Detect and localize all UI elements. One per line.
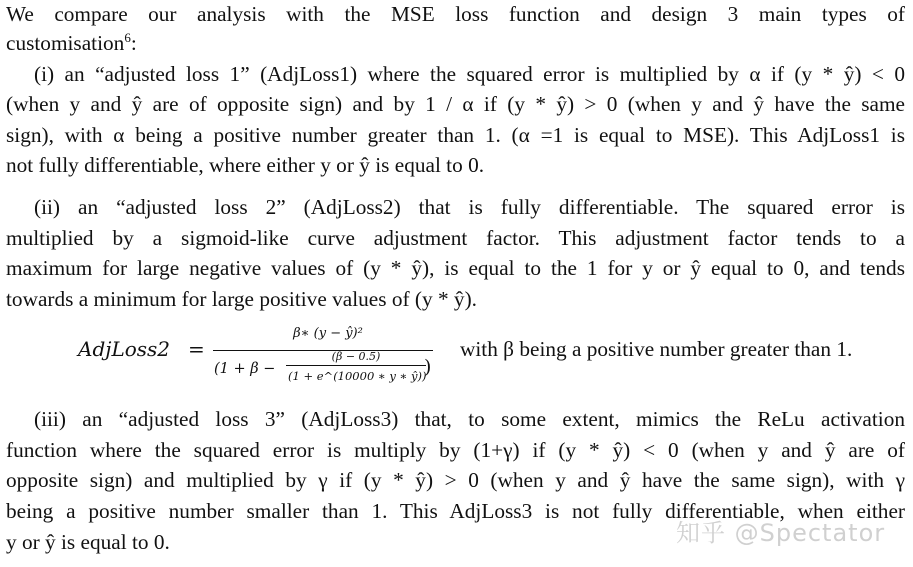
footnote-marker: 6 xyxy=(124,29,131,45)
para2-line-1: (ii) an “adjusted loss 2” (AdjLoss2) that is fully differentiable. The squared error is xyxy=(34,195,905,219)
para3-line-4: being a positive number smaller than 1. This AdjLoss3 is not fully differentiable, when either xyxy=(6,499,905,523)
equation-inner-fraction-bar xyxy=(286,365,426,366)
intro-line-1: We compare our analysis with the MSE loss function and design 3 main types of xyxy=(6,2,905,26)
para2-line-2: multiplied by a sigmoid-like curve adjustment factor. This adjustment factor tends to a xyxy=(6,226,905,250)
para2-line-4: towards a minimum for large positive values of (y * ŷ). xyxy=(6,287,477,311)
equation-lhs: AdjLoss2 xyxy=(78,337,171,361)
equation-numerator: β∗ (y − ŷ)² xyxy=(293,326,363,341)
intro-line-2-end: : xyxy=(130,31,137,55)
equation-closing-paren: ) xyxy=(424,356,432,378)
para3-line-5: y or ŷ is equal to 0. xyxy=(6,530,170,554)
intro-line-2 xyxy=(6,29,905,57)
para1-line-4: not fully differentiable, where either y or ŷ is equal to 0. xyxy=(6,153,485,177)
para3-line-2: function where the squared error is multiply by (1+γ) if (y * ŷ) < 0 (when y and ŷ are of xyxy=(6,438,905,462)
equation-inner-numerator: (β − 0.5) xyxy=(331,350,381,363)
para2-line-3: maximum for large negative values of (y * ŷ), is equal to the 1 for y or ŷ equal to 0, and tends xyxy=(6,256,905,280)
intro-line-2-text: customisation xyxy=(6,31,125,55)
para1-line-2: (when y and ŷ are of opposite sign) and by 1 / α if (y * ŷ) > 0 (when y and ŷ have the same xyxy=(6,92,905,116)
para1-line-3: sign), with α being a positive number greater than 1. (α =1 is equal to MSE). This AdjLoss1 is xyxy=(6,123,905,147)
equation-denominator-start: (1 + β − xyxy=(214,361,276,377)
para3-line-1: (iii) an “adjusted loss 3” (AdjLoss3) that, to some extent, mimics the ReLu activation xyxy=(34,407,905,431)
equation-inner-denominator: (1 + e^(10000 ∗ y ∗ ŷ)) xyxy=(288,369,427,383)
para3-line-3: opposite sign) and multiplied by γ if (y * ŷ) > 0 (when y and ŷ have the same sign), with γ xyxy=(6,468,905,492)
watermark: 知乎 @Spectator xyxy=(676,519,886,547)
equation-equals: = xyxy=(188,337,205,361)
para1-line-1: (i) an “adjusted loss 1” (AdjLoss1) where the squared error is multiplied by α if (y * ŷ) < 0 xyxy=(34,62,905,86)
equation-trailing-text: with β being a positive number greater than 1. xyxy=(460,337,853,361)
